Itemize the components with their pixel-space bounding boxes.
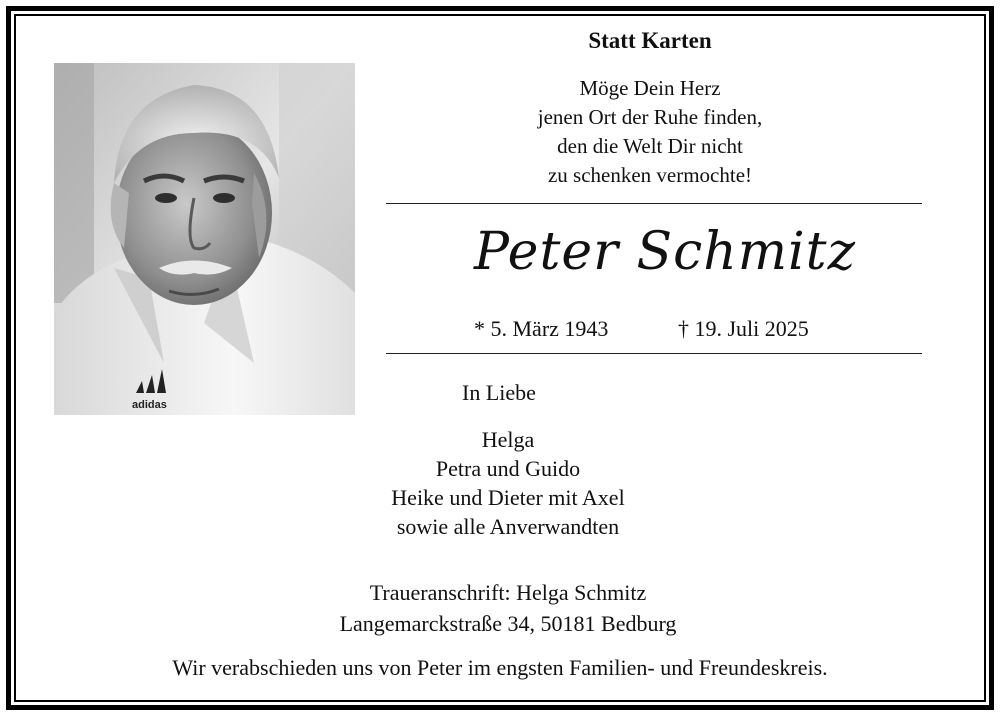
family-member: Petra und Guido — [435, 456, 581, 481]
shirt-logo-text: adidas — [132, 399, 167, 411]
in-love-line: In Liebe — [462, 380, 536, 405]
deceased-name: Peter Schmitz — [474, 222, 856, 282]
portrait-photo — [54, 63, 355, 415]
poem-line: jenen Ort der Ruhe finden, — [537, 105, 763, 129]
divider-bottom — [386, 353, 922, 354]
death-date: 19. Juli 2025 — [694, 316, 809, 341]
family-list — [300, 425, 716, 541]
cross-icon: † — [678, 316, 689, 341]
farewell-note: Wir verabschieden uns von Peter im engsten Familien- und Freundeskreis. — [172, 655, 828, 680]
notice-header: Statt Karten — [588, 28, 712, 53]
address-line: Traueranschrift: Helga Schmitz — [369, 580, 647, 605]
poem-line: Möge Dein Herz — [579, 76, 721, 100]
death-date-group — [678, 316, 809, 342]
poem-line: zu schenken vermochte! — [547, 163, 753, 187]
family-member: Heike und Dieter mit Axel — [391, 485, 625, 510]
divider-top — [386, 203, 922, 204]
mourning-address — [270, 577, 746, 639]
family-member: Helga — [481, 427, 535, 452]
poem — [450, 74, 850, 190]
poem-line: den die Welt Dir nicht — [557, 134, 743, 158]
birth-date: * 5. März 1943 — [474, 316, 609, 341]
family-member: sowie alle Anverwandten — [396, 514, 620, 539]
address-line: Langemarckstraße 34, 50181 Bedburg — [339, 611, 677, 636]
